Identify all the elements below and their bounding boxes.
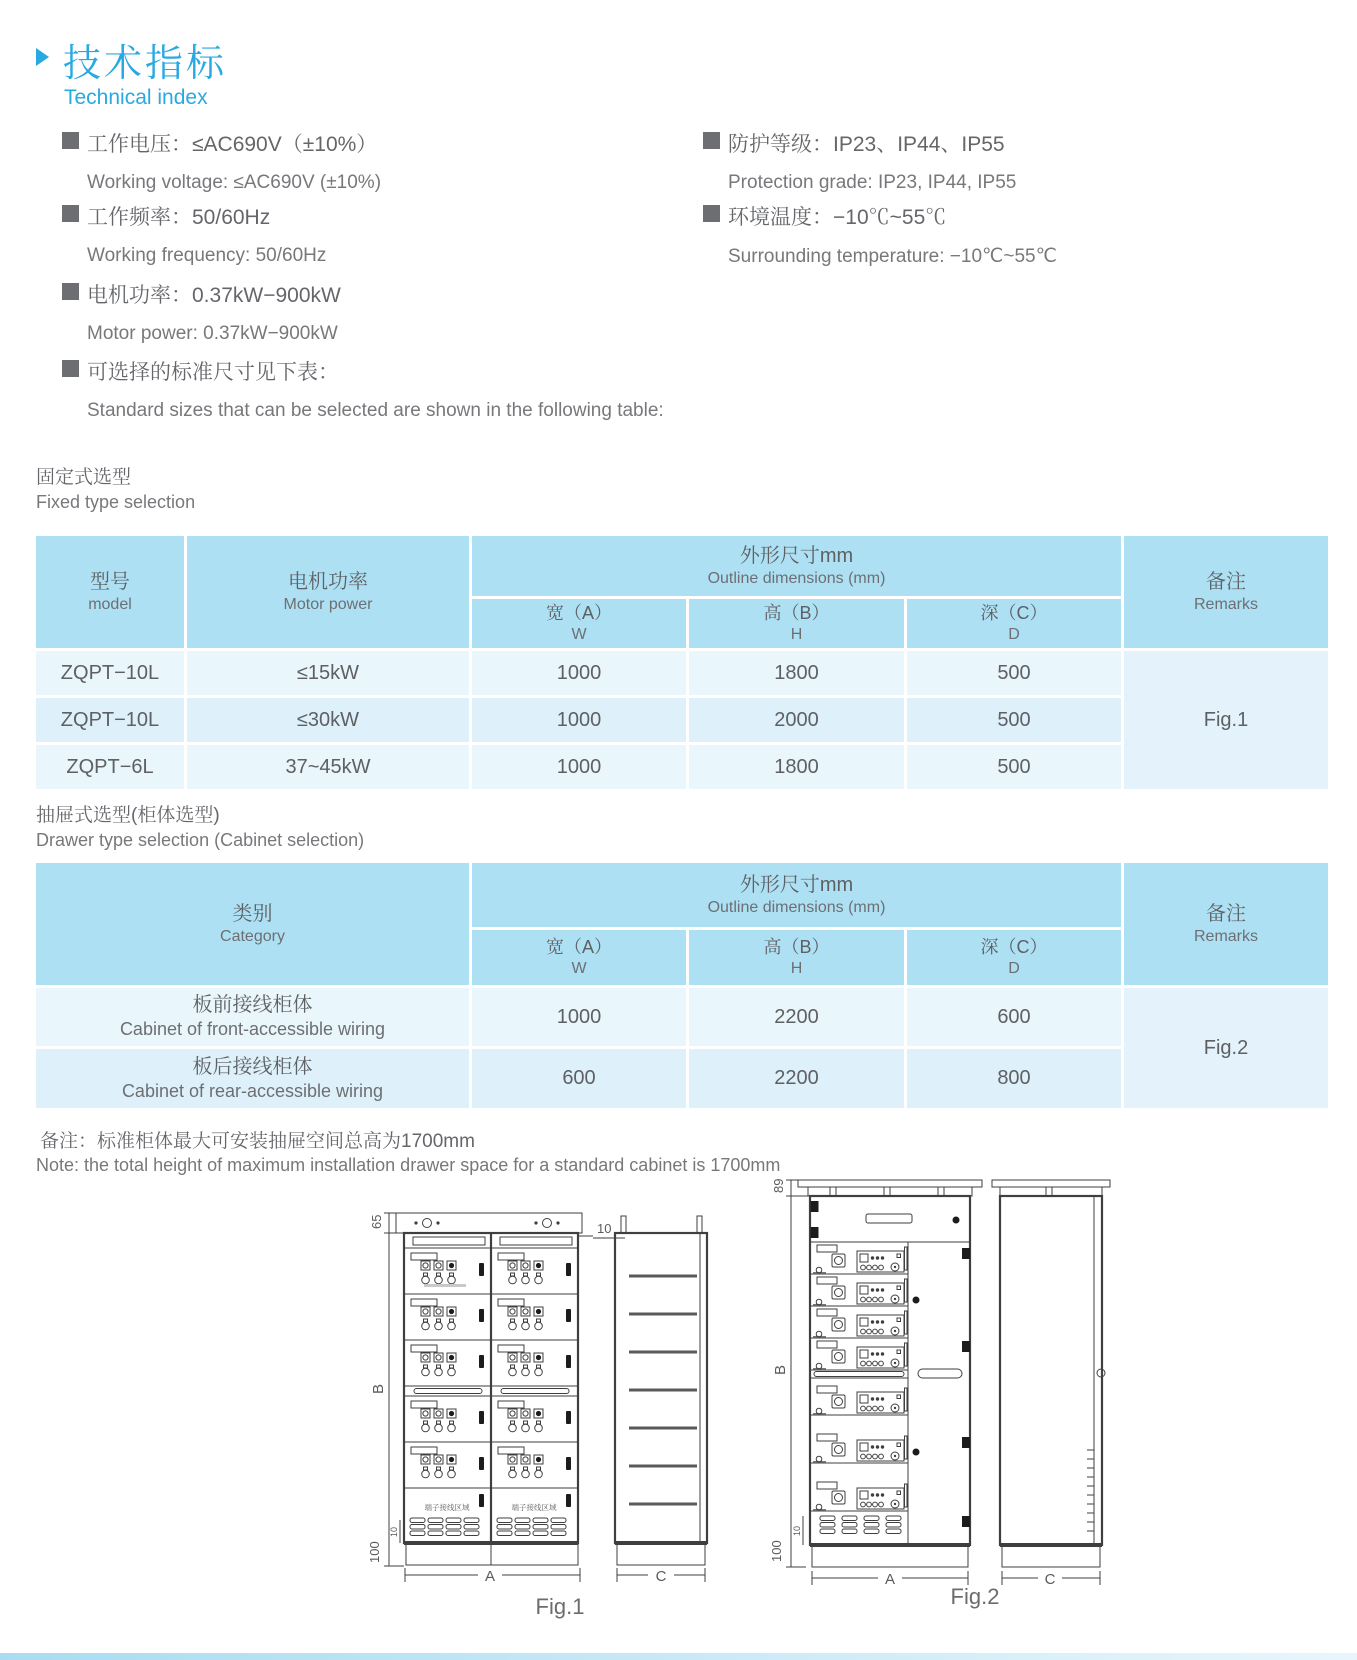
- spec-zh: 防护等级：IP23、IP44、IP55: [728, 133, 1005, 156]
- footer-accent-bar: [0, 1653, 1357, 1660]
- t1-cell: [187, 651, 469, 695]
- bullet-square-icon: [62, 360, 79, 377]
- fig1-panel-text: 端子接线区域: [511, 1503, 557, 1512]
- t1-cell: [472, 651, 686, 695]
- t1-header-outline-zh: 外形尺寸mm: [739, 544, 854, 567]
- spec-motor-power: [62, 279, 341, 345]
- page-subtitle: Technical index: [64, 86, 208, 109]
- bullet-square-icon: [62, 283, 79, 300]
- spec-working-frequency: [62, 201, 326, 267]
- fig2-dim-A: A: [884, 1571, 896, 1588]
- t1-header-model-zh: 型号: [90, 570, 130, 593]
- t1-h: 1800: [774, 661, 819, 684]
- t2-h: 2200: [774, 1005, 819, 1028]
- spec-en: Surrounding temperature: −10℃~55℃: [728, 246, 1057, 267]
- t2-remark-cell: [1124, 988, 1328, 1108]
- t1-cell: [689, 698, 904, 742]
- spec-en: Motor power: 0.37kW−900kW: [87, 323, 338, 344]
- t2-cell: [907, 1049, 1121, 1108]
- t2-header-outline: [472, 863, 1121, 927]
- t2-header-width-zh: 宽（A）: [545, 937, 612, 958]
- t1-model: ZQPT−10L: [60, 708, 160, 731]
- t2-header-remarks: [1124, 863, 1328, 985]
- t1-header-width-en: W: [571, 625, 587, 643]
- t1-header-height-zh: 高（B）: [763, 603, 830, 624]
- bullet-square-icon: [62, 132, 79, 149]
- t2-header-depth: [907, 930, 1121, 985]
- t1-cell: [689, 651, 904, 695]
- t1-cell: [36, 745, 184, 789]
- t1-header-motor-zh: 电机功率: [288, 570, 368, 593]
- t2-h: 2200: [774, 1067, 819, 1089]
- bullet-square-icon: [62, 205, 79, 222]
- t1-cell: [907, 651, 1121, 695]
- t2-header-outline-en: Outline dimensions (mm): [707, 898, 886, 916]
- t2-header-category-en: Category: [220, 927, 285, 945]
- bullet-square-icon: [703, 132, 720, 149]
- t1-cell: [36, 651, 184, 695]
- t1-motor: 37~45kW: [285, 755, 371, 778]
- t2-cat-zh: 板后接线柜体: [192, 1055, 313, 1078]
- t2-category-cell: [36, 988, 469, 1046]
- t2-d: 800: [997, 1067, 1031, 1089]
- fixed-type-table: [36, 536, 1328, 789]
- bullet-square-icon: [703, 205, 720, 222]
- t1-motor: ≤30kW: [296, 708, 360, 731]
- spec-protection-grade: [703, 128, 1016, 194]
- t2-header-width-en: W: [571, 959, 587, 977]
- fig2-caption: Fig.2: [950, 1584, 1000, 1609]
- fig1-dim-A: A: [484, 1568, 496, 1585]
- drawer-type-table: [36, 863, 1328, 1108]
- t2-header-depth-zh: 深（C）: [980, 937, 1048, 958]
- page-title: 技术指标: [63, 43, 228, 85]
- t2-header-remarks-zh: 备注: [1206, 902, 1246, 925]
- table2-section-en: Drawer type selection (Cabinet selection): [36, 830, 365, 850]
- t1-cell: [187, 698, 469, 742]
- t2-d: 600: [997, 1005, 1031, 1028]
- t1-remark: Fig.1: [1203, 708, 1249, 731]
- t1-w: 1000: [556, 755, 602, 778]
- t2-cell: [689, 1049, 904, 1108]
- t2-cell: [472, 988, 686, 1046]
- t1-cell: [907, 745, 1121, 789]
- note-en: Note: the total height of maximum installation drawer space for a standard cabinet is 1700mm: [36, 1155, 781, 1175]
- t2-header-category-zh: 类别: [232, 902, 273, 925]
- t1-header-model-en: model: [88, 595, 132, 613]
- spec-en: Working voltage: ≤AC690V (±10%): [87, 172, 382, 193]
- spec-working-voltage: [62, 128, 381, 194]
- t2-cell: [907, 988, 1121, 1046]
- t1-remark-cell: [1124, 651, 1328, 789]
- section-arrow-icon: [36, 48, 49, 66]
- fig2-dim-C: C: [1044, 1571, 1056, 1588]
- t1-d: 500: [997, 708, 1031, 731]
- t1-header-width: [472, 599, 686, 648]
- t1-motor: ≤15kW: [296, 661, 360, 684]
- spec-standard-sizes: [62, 356, 664, 422]
- t2-header-category: [36, 863, 469, 985]
- t1-header-height-en: H: [790, 625, 803, 643]
- t2-cat-en: Cabinet of front-accessible wiring: [119, 1019, 386, 1040]
- t2-w: 600: [562, 1067, 596, 1089]
- fig1-dim-10-gap: 10: [597, 1221, 612, 1236]
- fig2-dim-10: 10: [792, 1525, 802, 1536]
- note-zh: 备注：标准柜体最大可安装抽屉空间总高为1700mm: [40, 1131, 475, 1152]
- t2-category-cell: [36, 1049, 469, 1108]
- t1-header-motor-en: Motor power: [283, 595, 373, 613]
- t1-header-outline-en: Outline dimensions (mm): [707, 569, 886, 587]
- fig1-dim-100: 100: [367, 1541, 382, 1563]
- t1-d: 500: [997, 755, 1031, 778]
- spec-zh: 可选择的标准尺寸见下表：: [87, 361, 339, 384]
- t1-header-height: [689, 599, 904, 648]
- t2-cell: [472, 1049, 686, 1108]
- fig1-dim-B: B: [370, 1383, 387, 1394]
- spec-zh: 电机功率：0.37kW−900kW: [87, 284, 341, 307]
- t2-cat-en: Cabinet of rear-accessible wiring: [121, 1080, 384, 1101]
- t1-w: 1000: [556, 708, 602, 731]
- t2-header-outline-zh: 外形尺寸mm: [739, 873, 854, 896]
- spec-surrounding-temperature: [703, 201, 1057, 268]
- spec-en: Working frequency: 50/60Hz: [87, 245, 327, 266]
- fig1-dim-65: 65: [369, 1214, 384, 1229]
- fig2-side-view: [992, 1180, 1110, 1567]
- t2-header-height-en: H: [790, 959, 803, 977]
- t1-header-depth-zh: 深（C）: [980, 603, 1048, 624]
- t2-header-height-zh: 高（B）: [763, 937, 830, 958]
- spec-zh: 工作频率：50/60Hz: [87, 206, 271, 229]
- t2-header-height: [689, 930, 904, 985]
- t1-cell: [36, 698, 184, 742]
- t2-cell: [689, 988, 904, 1046]
- t2-w: 1000: [556, 1005, 602, 1028]
- t1-cell: [187, 745, 469, 789]
- t1-cell: [907, 698, 1121, 742]
- fig1-dim-C: C: [655, 1568, 667, 1585]
- t1-header-width-zh: 宽（A）: [545, 603, 612, 624]
- t1-header-depth: [907, 599, 1121, 648]
- t1-cell: [472, 745, 686, 789]
- table2-section-zh: 抽屉式选型(柜体选型): [36, 805, 220, 826]
- t1-header-remarks-en: Remarks: [1193, 595, 1258, 613]
- t1-header-remarks-zh: 备注: [1206, 570, 1246, 593]
- t1-d: 500: [997, 661, 1031, 684]
- technical-drawings: [330, 1175, 1190, 1643]
- t1-header-remarks: [1124, 536, 1328, 648]
- fig1-dim-10-vent: 10: [389, 1526, 399, 1537]
- t1-h: 2000: [774, 708, 819, 731]
- table1-section-en: Fixed type selection: [36, 492, 196, 512]
- spec-zh: 环境温度：−10℃~55℃: [728, 206, 947, 229]
- t1-cell: [472, 698, 686, 742]
- spec-en: Protection grade: IP23, IP44, IP55: [728, 172, 1017, 193]
- fig1-side-view: [615, 1216, 707, 1565]
- t1-header-motor: [187, 536, 469, 648]
- fig2-front-view: [798, 1180, 982, 1567]
- t2-header-depth-en: D: [1008, 959, 1020, 977]
- t2-header-width: [472, 930, 686, 985]
- t1-header-model: [36, 536, 184, 648]
- t2-cat-zh: 板前接线柜体: [192, 994, 313, 1017]
- table1-section-zh: 固定式选型: [36, 467, 132, 488]
- t1-cell: [689, 745, 904, 789]
- t2-header-remarks-en: Remarks: [1193, 927, 1258, 945]
- t1-model: ZQPT−6L: [66, 755, 154, 778]
- spec-en: Standard sizes that can be selected are shown in the following table:: [87, 400, 664, 421]
- spec-zh: 工作电压：≤AC690V（±10%）: [87, 133, 378, 156]
- t1-w: 1000: [556, 661, 602, 684]
- fig2-dim-B: B: [772, 1364, 789, 1375]
- fig1-panel-text: 端子接线区域: [424, 1503, 470, 1512]
- fig2-dimensions: [769, 1179, 1100, 1588]
- t1-model: ZQPT−10L: [60, 661, 160, 684]
- fig1-front-view: [396, 1213, 582, 1565]
- t2-remark: Fig.2: [1203, 1036, 1249, 1059]
- fig1-caption: Fig.1: [535, 1594, 585, 1619]
- t1-h: 1800: [774, 755, 819, 778]
- fig2-dim-89: 89: [771, 1178, 786, 1193]
- fig2-dim-100: 100: [769, 1540, 784, 1562]
- t1-header-outline: [472, 536, 1121, 596]
- t1-header-depth-en: D: [1008, 625, 1020, 643]
